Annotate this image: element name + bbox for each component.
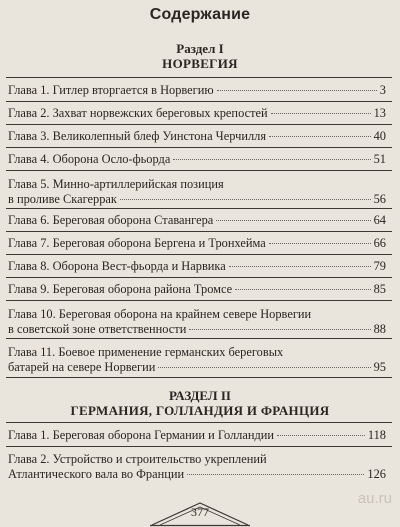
entry-title: Глава 7. Береговая оборона Бергена и Тронхейма	[8, 236, 266, 250]
entry-title: Глава 8. Оборона Вест-фьорда и Нарвика	[8, 259, 226, 273]
dot-leader	[173, 159, 370, 160]
divider	[6, 147, 392, 148]
divider	[6, 77, 392, 78]
divider	[6, 231, 392, 232]
divider	[6, 254, 392, 255]
section-1-heading: НОРВЕГИЯ	[162, 56, 238, 71]
entry-page-number: 88	[373, 322, 386, 336]
divider	[6, 446, 392, 447]
entry-title: Глава 1. Береговая оборона Германии и Голландии	[8, 428, 275, 442]
entry-title: Атлантического вала во Франции	[8, 467, 185, 481]
dot-leader	[216, 220, 370, 221]
dot-leader	[187, 474, 364, 475]
section-2-heading: ГЕРМАНИЯ, ГОЛЛАНДИЯ И ФРАНЦИЯ	[70, 403, 330, 418]
section-2-label: РАЗДЕЛ II	[169, 388, 231, 403]
entry-title-line: Глава 10. Береговая оборона на крайнем севере Норвегии	[8, 307, 312, 321]
dot-leader	[217, 90, 377, 91]
entry-page-number: 118	[367, 428, 386, 442]
divider	[6, 208, 392, 209]
toc-entry[interactable]	[8, 345, 386, 375]
dot-leader	[229, 266, 371, 267]
entry-title-line: Глава 2. Устройство и строительство укреплений	[8, 452, 267, 466]
entry-title-line: Глава 11. Боевое применение германских береговых	[8, 345, 284, 359]
toc-entry[interactable]	[8, 282, 386, 297]
entry-page-number: 79	[373, 259, 386, 273]
dot-leader	[269, 243, 371, 244]
section-1-label: Раздел I	[176, 41, 224, 56]
watermark: au.ru	[357, 490, 392, 507]
entry-title-line: Глава 5. Минно-артиллерийская позиция	[8, 177, 224, 191]
entry-title: батарей на севере Норвегии	[8, 360, 156, 374]
toc-entry[interactable]	[8, 452, 386, 482]
divider	[6, 377, 392, 378]
toc-entry[interactable]	[8, 177, 386, 207]
entry-title: в проливе Скагеррак	[8, 192, 117, 206]
entry-title: в советской зоне ответственности	[8, 322, 187, 336]
entry-title: Глава 1. Гитлер вторгается в Норвегию	[8, 83, 214, 97]
toc-entry[interactable]	[8, 213, 386, 228]
entry-title: Глава 2. Захват норвежских береговых крепостей	[8, 106, 268, 120]
dot-leader	[120, 199, 371, 200]
toc-entry[interactable]	[8, 259, 386, 274]
entry-title: Глава 3. Великолепный блеф Уинстона Черчилля	[8, 129, 267, 143]
divider	[6, 101, 392, 102]
divider	[6, 277, 392, 278]
entry-page-number: 56	[373, 192, 386, 206]
entry-page-number: 85	[373, 282, 386, 296]
entry-title: Глава 6. Береговая оборона Ставангера	[8, 213, 214, 227]
entry-page-number: 126	[367, 467, 386, 481]
dot-leader	[271, 113, 371, 114]
toc-entry[interactable]	[8, 129, 386, 144]
entry-page-number: 95	[373, 360, 386, 374]
dot-leader	[189, 329, 370, 330]
dot-leader	[269, 136, 371, 137]
divider	[6, 422, 392, 423]
toc-entry[interactable]	[8, 236, 386, 251]
entry-page-number: 13	[373, 106, 386, 120]
page-title: Содержание	[149, 6, 251, 23]
entry-page-number: 40	[373, 129, 386, 143]
toc-entry[interactable]	[8, 106, 386, 121]
toc-entry[interactable]	[8, 83, 386, 98]
entry-page-number: 66	[373, 236, 386, 250]
page-number: 377	[191, 505, 209, 519]
entry-page-number: 51	[373, 152, 386, 166]
entry-title: Глава 9. Береговая оборона района Тромсе	[8, 282, 233, 296]
dot-leader	[235, 289, 370, 290]
divider	[6, 338, 392, 339]
toc-entry[interactable]	[8, 428, 386, 443]
dot-leader	[277, 435, 365, 436]
dot-leader	[158, 367, 370, 368]
divider	[6, 300, 392, 301]
entry-page-number: 3	[379, 83, 386, 97]
toc-entry[interactable]	[8, 152, 386, 167]
toc-entry[interactable]	[8, 307, 386, 337]
entry-title: Глава 4. Оборона Осло-фьорда	[8, 152, 171, 166]
entry-page-number: 64	[373, 213, 386, 227]
divider	[6, 124, 392, 125]
divider	[6, 170, 392, 171]
